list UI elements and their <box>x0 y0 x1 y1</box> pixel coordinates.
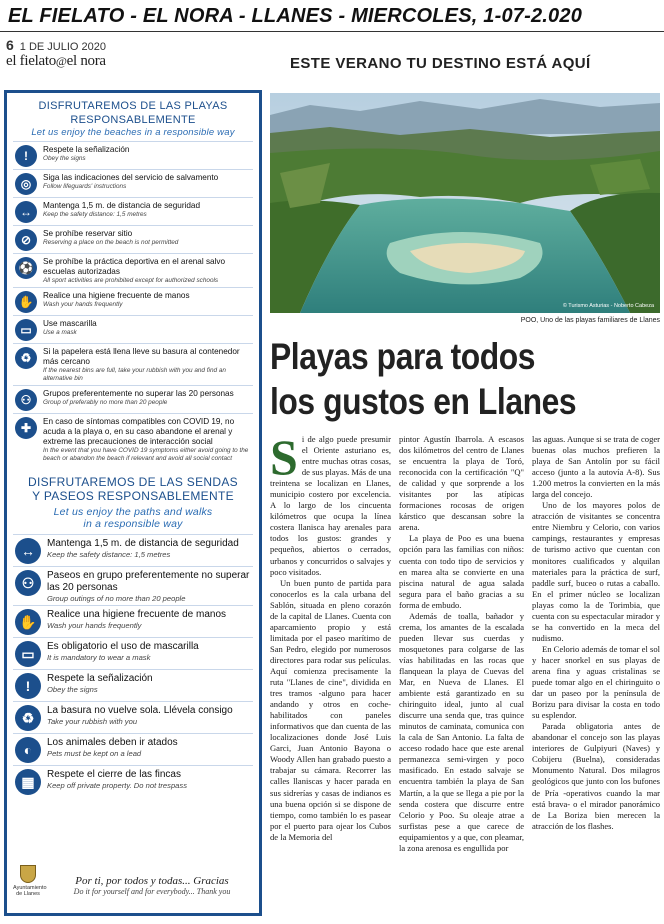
distance-icon: ↔ <box>15 201 37 223</box>
guideline-en: In the event that you have COVID 19 symptoms either avoid going to the beach or abandon the beach if relevant and avoid all social contact <box>43 447 249 462</box>
guideline-es: Respete la señalización <box>47 673 153 684</box>
article-paragraph: las aguas. Aunque si se trata de coger buenas olas muchos prefieren la playa de San Antolín por su fácil acceso (junto a la autovía A-8). Sus 1.200 metros la convierten en la más larga del concejo. <box>532 434 660 500</box>
guideline-item <box>7 288 259 315</box>
section-title: ESTE VERANO TU DESTINO ESTÁ AQUÍ <box>290 55 591 72</box>
guideline-item <box>7 567 259 605</box>
guideline-es: Es obligatorio el uso de mascarilla <box>47 641 199 652</box>
health-icon: ✚ <box>15 417 37 439</box>
headline-line-2: los gustos en Llanes <box>270 381 577 422</box>
guideline-en: Use a mask <box>43 329 77 336</box>
guideline-es: Mantenga 1,5 m. de distancia de seguridad <box>47 538 239 549</box>
guideline-en: Keep the safety distance: 1,5 metres <box>47 550 171 559</box>
guideline-text <box>47 538 253 559</box>
group-icon: ⚇ <box>15 389 37 411</box>
beaches-list <box>7 142 259 465</box>
guideline-text <box>47 737 253 758</box>
handwash-icon: ✋ <box>15 609 41 635</box>
guideline-item <box>7 606 259 637</box>
article-paragraph: Parada obligatoria antes de abandonar el concejo son las playas interiores de Gulpiyuri (Naves) y Cobijeru (Buelna), consideradas Monumento Natural. Dos milagros geológicos que junto con los bufones de Pría -operativos cuando la mar está brava- o el mirador panorámico de La Boriza bien merecen la atracción de los flashes. <box>532 721 660 831</box>
article-column-3 <box>532 434 660 920</box>
guideline-text <box>47 609 253 630</box>
guideline-en: If the nearest bins are full, take your rubbish with you and find an alternative bin <box>43 367 226 382</box>
guideline-item <box>7 386 259 413</box>
shield-icon <box>20 865 36 883</box>
rubbish-icon: ♻ <box>15 705 41 731</box>
no-sport-icon: ⚽ <box>15 257 37 279</box>
guideline-es: Siga las indicaciones del servicio de salvamento <box>43 173 219 182</box>
guideline-item <box>7 226 259 253</box>
guideline-text <box>43 201 253 219</box>
article-paragraph: Uno de los mayores polos de atracción de visitantes se concentra entre Niembru y Celorio, con varios campings, restaurantes y empresas de turismo activo que cuentan con monitores cualificados y alquilan materiales para la práctica de surf, paddle surf, buceo o rutas a caballo. En el primer núcleo se localizan playas como la de Torimbia, que cuenta con su espectacular mirador y se ha convertido en la meca del nudismo. <box>532 500 660 643</box>
photo-caption: POO, Uno de las playas familiares de Llanes <box>520 317 660 324</box>
council-crest <box>13 865 47 905</box>
article-column-1 <box>270 434 391 920</box>
guideline-es: Respete el cierre de las fincas <box>47 769 181 780</box>
guideline-en: Obey the signs <box>47 685 98 694</box>
guideline-en: Keep off private property. Do not trespass <box>47 781 187 790</box>
guideline-text <box>43 291 253 309</box>
paths-title-1: DISFRUTAREMOS DE LAS SENDAS <box>28 475 238 489</box>
group-icon: ⚇ <box>15 570 41 596</box>
guideline-item <box>7 734 259 765</box>
bin-icon: ♻ <box>15 347 37 369</box>
guideline-item <box>7 254 259 287</box>
logo-part1: el fielato <box>6 53 56 69</box>
paths-subtitle-1: Let us enjoy the paths and walks <box>53 506 213 518</box>
guideline-text <box>47 570 253 603</box>
guideline-es: Realice una higiene frecuente de manos <box>47 609 227 620</box>
guideline-es: La basura no vuelve sola. Llévela consigo <box>47 705 233 716</box>
guideline-item <box>7 344 259 385</box>
logo-at: @ <box>55 54 67 68</box>
guideline-item <box>7 638 259 669</box>
mask-icon: ▭ <box>15 319 37 341</box>
guideline-text <box>43 389 253 407</box>
guideline-text <box>47 641 253 662</box>
mask-icon: ▭ <box>15 641 41 667</box>
guideline-es: Se prohíbe reservar sitio <box>43 229 133 238</box>
guideline-es: En caso de síntomas compatibles con COVID 19, no acuda a la playa o, en su caso abandone el arenal y extreme las precauciones de interacción social <box>43 417 235 446</box>
publication-logo <box>6 53 106 70</box>
guideline-es: Mantenga 1,5 m. de distancia de seguridad <box>43 201 201 210</box>
drop-cap: S <box>270 434 298 485</box>
masthead: EL FIELATO - EL NORA - LLANES - MIERCOLES, 1-07-2.020 <box>0 0 664 32</box>
dog-icon: ◐ <box>15 737 41 763</box>
handwash-icon: ✋ <box>15 291 37 313</box>
logo-part2: el nora <box>66 53 106 69</box>
paths-list <box>7 535 259 797</box>
article-paragraph: pintor Agustín Ibarrola. A escasos dos kilómetros del centro de Llanes se encuentra la playa de Toró, reconocida con la certificación "Q" de calidad y que sorprende a los visitantes por las atípicas formaciones rocosas de origen kárstico que descansan sobre la arena. <box>399 434 524 533</box>
guideline-es: Realice una higiene frecuente de manos <box>43 291 190 300</box>
guideline-en: All sport activities are prohibited except for authorized schools <box>43 277 219 284</box>
article-paragraph: En Celorio además de tomar el sol y hacer snorkel en sus playas de arena fina y aguas cristalinas se puede tomar algo en el chiringuito o dar un paseo por la península de Borizu para divisar la costa en todo su esplendor. <box>532 643 660 721</box>
guideline-en: Keep the safety distance: 1,5 metres <box>43 211 147 218</box>
guideline-es: Respete la señalización <box>43 145 130 154</box>
guideline-es: Paseos en grupo preferentemente no superar las 20 personas <box>47 570 250 593</box>
guideline-es: Si la papelera está llena lleve su basura al contenedor más cercano <box>43 347 240 366</box>
guideline-es: Use mascarilla <box>43 319 97 328</box>
guideline-en: Take your rubbish with you <box>47 717 138 726</box>
article-paragraph: i de algo puede presumir el Oriente asturiano es, entre muchas otras cosas, de sus playas. Más de una treintena se localizan en Llanes, municipio costero por excelencia. A lo largo de los cincuenta kilómetros que ocupa la línea costera llanisca hay arenales para todos los gustos: grandes y pequeños, abiertos o cerrados, urbanos y concurridos o salvajes y poco visitados. <box>270 434 391 577</box>
article-paragraph: Un buen punto de partida para conocerlos es la cala urbana del Sablón, situada en pleno corazón de la capital de Llanes. Cuenta con aparcamiento propio y está limitada por el paseo marítimo de San Pedro, elegido por numerosos directores para rodar sus películas. Aquí comienza precisamente la ruta "Llanes de cine", dividida en tres tramos -alguno para hacer andando y otros en coche- habilitados con paneles informativos que dan cuenta de las localizaciones donde José Luis Garci, Juan Antonio Bayona o Woody Allen han grabado puesto a trabajar su cámara. Recorrer las calles llaniscas y hacer parada en sus sidrerías y casas de indianos es una buena opción si se dispone de tiempo, como también lo es pasear por el puerto para ojear los Cubos de la Memoria del <box>270 577 391 842</box>
guideline-text <box>43 173 253 191</box>
photo-credit: © Turismo Asturias - Noberto Cabeza <box>562 303 654 309</box>
guideline-text <box>43 257 253 285</box>
beaches-title-1: DISFRUTAREMOS DE LAS PLAYAS <box>38 100 228 112</box>
guideline-es: Los animales deben ir atados <box>47 737 178 748</box>
guideline-en: Wash your hands frequently <box>43 301 123 308</box>
guideline-text <box>47 673 253 694</box>
page-number: 6 <box>6 37 14 53</box>
gate-icon: ▦ <box>15 769 41 795</box>
article-paragraph: Además de toalla, bañador y crema, los amantes de la escalada pueden llevar sus cuerdas y mosquetones para colgarse de las vías habilitadas en las rocas que flanquean la playa de Cuevas del Mar, en Nueva de Llanes. El ambiente está garantizado en su chiringuito ideal, junto al cual discurre una senda que, tras quince minutos de caminata, comunica con la cala de San Antonio. La falta de acceso rodado hace que este arenal permanezca semi-virgen y poco masificado. En estado salvaje se encuentra también la playa de San Martín, a la que se llega a pie por la senda costera que discurre entre Celorio y Poo. Su oleaje atrae a surfistas pese a que carece de equipamientos y a que, con pleamar, la zona arenosa es engullida por <box>399 610 524 853</box>
beach-photo <box>270 93 660 313</box>
guideline-item <box>7 142 259 169</box>
guideline-text <box>47 769 253 790</box>
guideline-item <box>7 535 259 566</box>
guideline-item <box>7 414 259 465</box>
beach-illustration <box>270 93 660 313</box>
guideline-en: It is mandatory to wear a mask <box>47 653 151 662</box>
covid-guidelines-box <box>4 90 262 916</box>
guideline-text <box>43 347 253 383</box>
guideline-es: Grupos preferentemente no superar las 20 personas <box>43 389 234 398</box>
guideline-text <box>47 705 253 726</box>
distance-icon: ↔ <box>15 538 41 564</box>
guideline-item <box>7 198 259 225</box>
guideline-en: Group outings of no more than 20 people <box>47 594 186 603</box>
headline-line-1: Playas para todos <box>270 336 536 377</box>
guideline-en: Follow lifeguards' instructions <box>43 183 127 190</box>
headline <box>270 334 605 424</box>
slogan <box>51 875 253 896</box>
guideline-en: Group of preferably no more than 20 people <box>43 399 168 406</box>
guideline-text <box>43 145 253 163</box>
guideline-item <box>7 702 259 733</box>
guideline-item <box>7 766 259 797</box>
guideline-en: Pets must be kept on a lead <box>47 749 142 758</box>
guideline-en: Wash your hands frequently <box>47 621 142 630</box>
guideline-en: Reserving a place on the beach is not permitted <box>43 239 179 246</box>
sign-icon: ! <box>15 145 37 167</box>
beaches-subtitle: Let us enjoy the beaches in a responsible way <box>31 127 235 138</box>
slogan-es: Por ti, por todos y todas... Gracias <box>75 874 229 887</box>
guideline-text <box>43 417 253 463</box>
paths-title-2: Y PASEOS RESPONSABLEMENTE <box>32 489 234 503</box>
article-paragraph: La playa de Poo es una buena opción para las familias con niños: cuenta con todo tipo de servicios y en marea alta se convierte en una piscina natural de agua salada segura para el baño gracias a su forma de embudo. <box>399 533 524 610</box>
guideline-en: Obey the signs <box>43 155 86 162</box>
lifeguard-icon: ◎ <box>15 173 37 195</box>
page-info <box>6 37 106 53</box>
guideline-item <box>7 670 259 701</box>
guideline-item <box>7 316 259 343</box>
no-reserve-icon: ⊘ <box>15 229 37 251</box>
crest-label: Ayuntamiento de Llanes <box>13 885 47 897</box>
beaches-title-2: RESPONSABLEMENTE <box>70 114 196 126</box>
page-date: 1 DE JULIO 2020 <box>19 41 107 53</box>
paths-subtitle-2: in a responsible way <box>83 518 183 530</box>
guideline-text <box>43 319 253 337</box>
sign-icon: ! <box>15 673 41 699</box>
box-footer <box>13 863 253 907</box>
slogan-en: Do it for yourself and for everybody... Thank you <box>73 886 231 896</box>
guideline-item <box>7 170 259 197</box>
guideline-es: Se prohíbe la práctica deportiva en el arenal salvo escuelas autorizadas <box>43 257 226 276</box>
guideline-text <box>43 229 253 247</box>
article-column-2 <box>399 434 524 920</box>
